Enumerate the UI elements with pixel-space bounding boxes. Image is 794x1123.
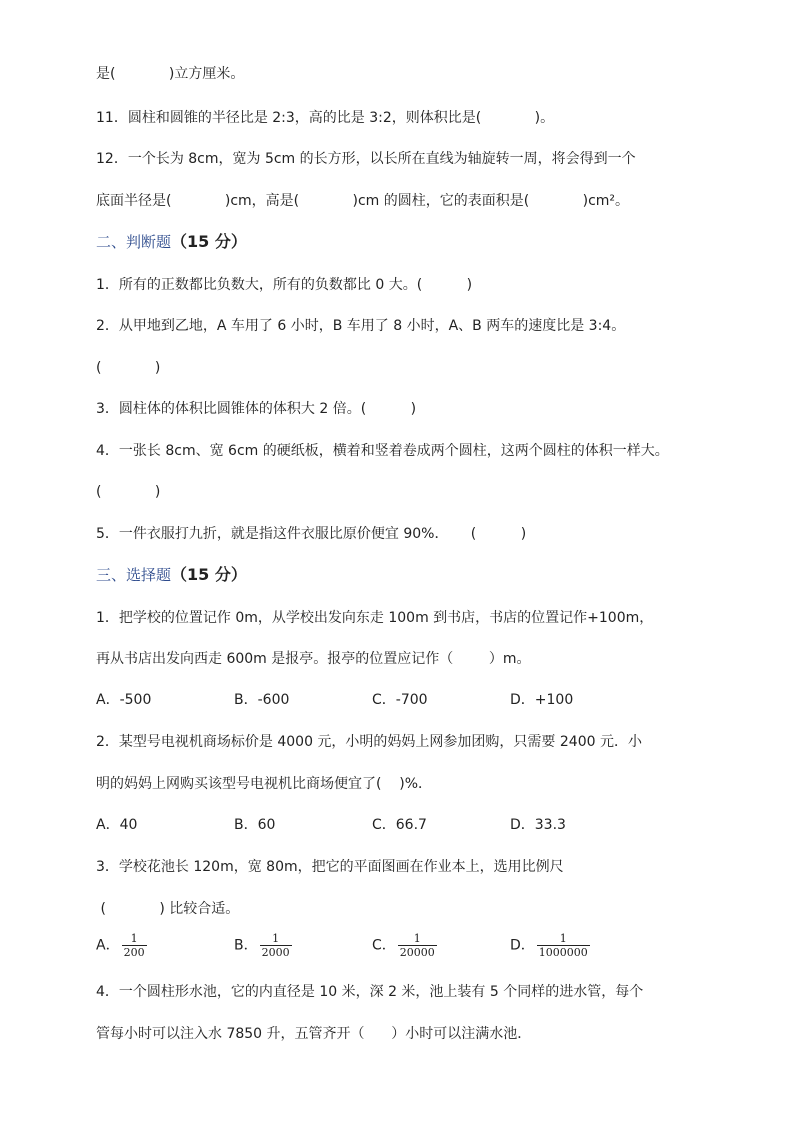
question-line: 2．从甲地到乙地，A 车用了 6 小时，B 车用了 8 小时，A、B 两车的速度比是 3:4。 [96,318,626,334]
option-b [234,932,292,959]
denominator: 200 [123,946,145,959]
numerator: 1 [537,932,590,946]
question-line: 管每小时可以注入水 7850 升，五管齐开（ ）小时可以注满水池． [96,1026,532,1042]
option-c: C．-700 [372,692,428,708]
section-heading [96,232,247,252]
question-line: 2．某型号电视机商场标价是 4000 元，小明的妈妈上网参加团购，只需要 2400 元．小 [96,734,642,750]
option-a: A．40 [96,817,138,833]
question-line: 是( )立方厘米。 [96,66,245,82]
numerator: 1 [260,932,292,946]
fraction [537,932,590,959]
answer-blank: ( ) [96,360,161,376]
section-points: （15 分） [171,565,247,584]
option-label: C． [372,937,396,954]
denominator: 1000000 [538,946,588,959]
option-d: D．+100 [510,692,574,708]
option-b: B．-600 [234,692,290,708]
question-line: 12．一个长为 8cm，宽为 5cm 的长方形，以长所在直线为轴旋转一周，将会得到一个 [96,151,636,167]
denominator: 2000 [261,946,290,959]
option-a: A．-500 [96,692,152,708]
question-line: 1．把学校的位置记作 0m，从学校出发向东走 100m 到书店，书店的位置记作+100m， [96,610,654,626]
section-points: （15 分） [171,232,247,251]
question-line: 3．圆柱体的体积比圆锥体的体积大 2 倍。( ) [96,401,417,417]
question-line: 3．学校花池长 120m，宽 80m，把它的平面图画在作业本上，选用比例尺 [96,859,564,875]
answer-blank: ( ) [96,484,161,500]
numerator: 1 [398,932,437,946]
section-title: 三、选择题 [96,566,172,584]
option-c: C．66.7 [372,817,427,833]
question-line: 1．所有的正数都比负数大，所有的负数都比 0 大。( ) [96,277,473,293]
question-line: 11．圆柱和圆锥的半径比是 2:3，高的比是 3:2，则体积比是( )。 [96,110,555,126]
fraction [398,932,437,959]
option-label: A． [96,937,120,954]
section-title: 二、判断题 [96,233,172,251]
option-c [372,932,437,959]
question-line: 5．一件衣服打九折，就是指这件衣服比原价便宜 90%． ( ) [96,526,527,542]
question-line: 4．一个圆柱形水池，它的内直径是 10 米，深 2 米，池上装有 5 个同样的进水管，每个 [96,984,644,1000]
fraction [260,932,292,959]
question-line: 4．一张长 8cm、宽 6cm 的硬纸板，横着和竖着卷成两个圆柱，这两个圆柱的体积一样大。 [96,443,669,459]
option-label: B． [234,937,258,954]
denominator: 20000 [399,946,435,959]
section-heading [96,565,247,585]
option-a [96,932,147,959]
question-line: 再从书店出发向西走 600m 是报亭。报亭的位置应记作（ ）m。 [96,651,531,667]
option-d [510,932,590,959]
option-d: D．33.3 [510,817,566,833]
question-line: ( ) 比较合适。 [96,901,240,917]
question-line: 底面半径是( )cm，高是( )cm 的圆柱，它的表面积是( )cm²。 [96,193,630,209]
option-label: D． [510,937,535,954]
question-line: 明的妈妈上网购买该型号电视机比商场便宜了( )%． [96,776,433,792]
numerator: 1 [122,932,147,946]
fraction [122,932,147,959]
option-b: B．60 [234,817,276,833]
